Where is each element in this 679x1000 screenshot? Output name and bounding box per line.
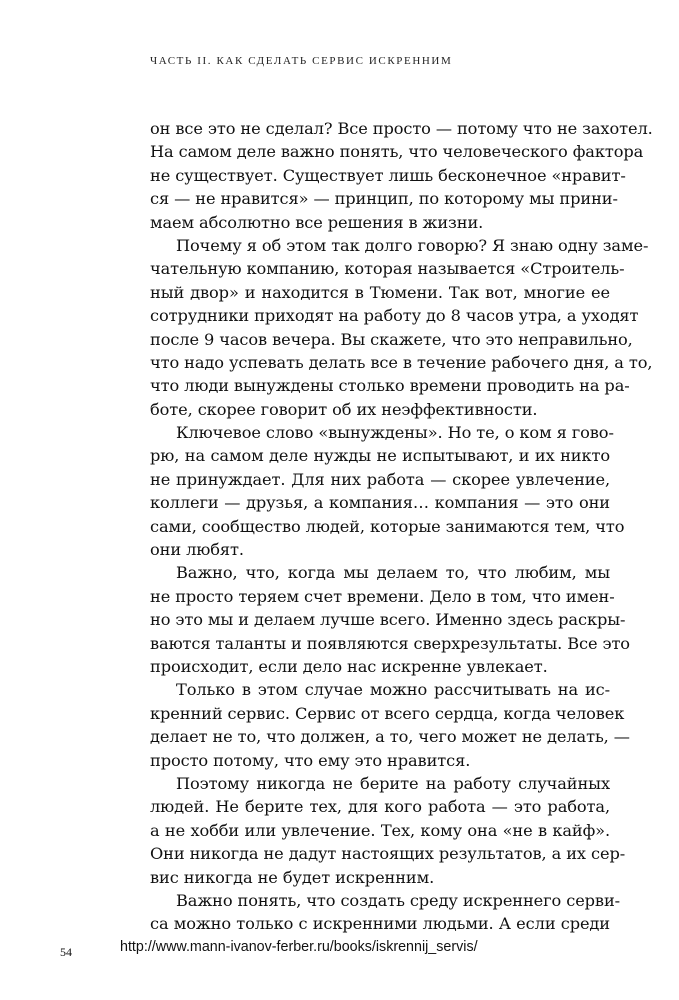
text-line: Только в этом случае можно рассчитывать на ис- xyxy=(176,680,610,700)
text-line: он все это не сделал? Все просто — потому что не захотел. xyxy=(150,119,653,138)
running-header: ЧАСТЬ II. КАК СДЕЛАТЬ СЕРВИС ИСКРЕННИМ xyxy=(150,55,453,67)
text-line: но это мы и делаем лучше всего. Именно здесь раскры- xyxy=(150,610,626,630)
page-number: 54 xyxy=(60,945,72,959)
text-line: сотрудники приходят на работу до 8 часов утра, а уходят xyxy=(150,306,639,326)
text-line: Поэтому никогда не берите на работу случайных xyxy=(176,773,610,793)
text-line: сами, сообщество людей, которые занимаются тем, что xyxy=(150,516,625,536)
text-line: ный двор» и находится в Тюмени. Так вот, многие ее xyxy=(150,282,610,302)
text-line: Почему я об этом так долго говорю? Я знаю одну заме- xyxy=(176,235,649,255)
text-line: чательную компанию, которая называется «Строитель- xyxy=(150,259,625,279)
text-line: просто потому, что ему это нравится. xyxy=(150,750,471,770)
text-line: не существует. Существует лишь бесконечное «нравит- xyxy=(150,165,626,185)
text-line: не просто теряем счет времени. Дело в том, что имен- xyxy=(150,586,615,606)
text-line: что люди вынуждены столько времени проводить на ра- xyxy=(150,376,630,396)
text-line: Ключевое слово «вынуждены». Но те, о ком я гово- xyxy=(176,423,614,443)
text-line: не принуждает. Для них работа — скорее увлечение, xyxy=(150,469,610,489)
text-line: Они никогда не дадут настоящих результатов, а их сер- xyxy=(150,844,626,864)
text-line: они любят. xyxy=(150,540,244,560)
text-line: что надо успевать делать все в течение рабочего дня, а то, xyxy=(150,352,653,372)
text-line: На самом деле важно понять, что человеческого фактора xyxy=(150,142,644,162)
text-line: делает не то, что должен, а то, чего может не делать, — xyxy=(150,727,630,747)
footer-url[interactable]: http://www.mann-ivanov-ferber.ru/books/iskrennij_servis/ xyxy=(120,939,478,955)
text-line: а не хобби или увлечение. Тех, кому она «не в кайф». xyxy=(150,820,610,840)
text-line: происходит, если дело нас искренне увлекает. xyxy=(150,656,548,676)
text-line: после 9 часов вечера. Вы скажете, что это неправильно, xyxy=(150,329,633,349)
text-line: маем абсолютно все решения в жизни. xyxy=(150,212,484,232)
text-line: вис никогда не будет искренним. xyxy=(150,867,435,887)
text-line: боте, скорее говорит об их неэффективности. xyxy=(150,399,538,419)
text-line: Важно, что, когда мы делаем то, что любим, мы xyxy=(176,563,610,583)
text-line: Важно понять, что создать среду искреннего серви- xyxy=(176,890,621,910)
text-line: рю, на самом деле нужды не испытывают, и их никто xyxy=(150,446,610,466)
text-line: людей. Не берите тех, для кого работа — это работа, xyxy=(150,797,610,817)
text-line: ваются таланты и появляются сверхрезультаты. Все это xyxy=(150,633,630,653)
text-line: кренний сервис. Сервис от всего сердца, когда человек xyxy=(150,703,625,723)
body-text xyxy=(150,117,653,936)
text-line: ся — не нравится» — принцип, по которому мы прини- xyxy=(150,189,618,209)
text-line: са можно только с искренними людьми. А если среди xyxy=(150,914,610,934)
text-line: коллеги — друзья, а компания… компания — это они xyxy=(150,493,610,513)
